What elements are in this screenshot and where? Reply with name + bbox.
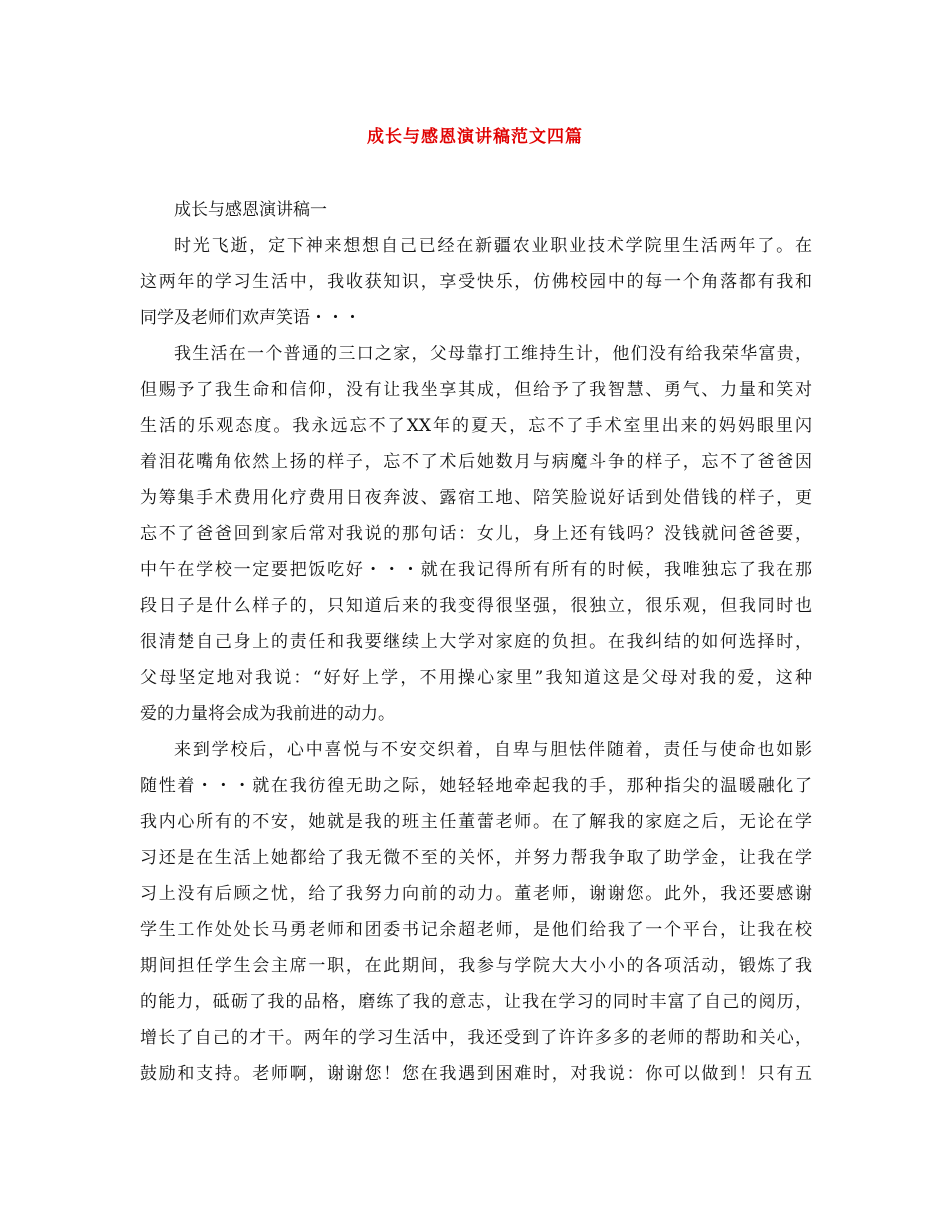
paragraph-line: 同学及老师们欢声笑语・・・ [140, 308, 361, 328]
paragraph-line: 期间担任学生会主席一职，在此期间，我参与学院大大小小的各项活动，锻炼了我 [140, 956, 812, 976]
paragraph-line: 来到学校后，心中喜悦与不安交织着，自卑与胆怯伴随着，责任与使命也如影 [174, 740, 812, 760]
paragraph-line: 但赐予了我生命和信仰，没有让我坐享其成，但给予了我智慧、勇气、力量和笑对 [140, 380, 812, 400]
paragraph-line: 习上没有后顾之忧，给了我努力向前的动力。董老师，谢谢您。此外，我还要感谢 [140, 884, 812, 904]
paragraph-line: 的能力，砥砺了我的品格，磨练了我的意志，让我在学习的同时丰富了自己的阅历， [140, 992, 812, 1012]
paragraph-line: 父母坚定地对我说：“好好上学，不用操心家里”我知道这是父母对我的爱，这种 [140, 668, 812, 688]
paragraph-line: 段日子是什么样子的，只知道后来的我变得很坚强，很独立，很乐观，但我同时也 [140, 596, 812, 616]
paragraph-line: 着泪花嘴角依然上扬的样子，忘不了术后她数月与病魔斗争的样子，忘不了爸爸因 [140, 452, 812, 472]
paragraph-line: 习还是在生活上她都给了我无微不至的关怀，并努力帮我争取了助学金，让我在学 [140, 848, 812, 868]
paragraph-line: 增长了自己的才干。两年的学习生活中，我还受到了许许多多的老师的帮助和关心， [140, 1028, 812, 1048]
paragraph-line: 随性着・・・就在我彷徨无助之际，她轻轻地牵起我的手，那种指尖的温暖融化了 [140, 776, 812, 796]
paragraph-line: 为筹集手术费用化疗费用日夜奔波、露宿工地、陪笑脸说好话到处借钱的样子，更 [140, 488, 812, 508]
paragraph-line: 中午在学校一定要把饭吃好・・・就在我记得所有所有的时候，我唯独忘了我在那 [140, 560, 812, 580]
section-heading: 成长与感恩演讲稿一 [174, 200, 327, 220]
paragraph-line: 生活的乐观态度。我永远忘不了XX年的夏天，忘不了手术室里出来的妈妈眼里闪 [140, 416, 812, 436]
paragraph-line: 学生工作处处长马勇老师和团委书记余超老师，是他们给我了一个平台，让我在校 [140, 920, 812, 940]
paragraph-line: 我生活在一个普通的三口之家，父母靠打工维持生计，他们没有给我荣华富贵， [174, 344, 812, 364]
paragraph-line: 时光飞逝，定下神来想想自己已经在新疆农业职业技术学院里生活两年了。在 [174, 236, 812, 256]
document-body [140, 192, 812, 1092]
paragraph-line: 鼓励和支持。老师啊，谢谢您！您在我遇到困难时，对我说：你可以做到！只有五 [140, 1064, 812, 1084]
paragraph-line: 爱的力量将会成为我前进的动力。 [140, 704, 395, 724]
paragraph-line: 很清楚自己身上的责任和我要继续上大学对家庭的负担。在我纠结的如何选择时， [140, 632, 812, 652]
document-title: 成长与感恩演讲稿范文四篇 [367, 127, 583, 147]
paragraph-line: 忘不了爸爸回到家后常对我说的那句话：女儿，身上还有钱吗？没钱就问爸爸要， [140, 524, 812, 544]
paragraph-line: 这两年的学习生活中，我收获知识，享受快乐，仿佛校园中的每一个角落都有我和 [140, 272, 812, 292]
paragraph-line: 我内心所有的不安，她就是我的班主任董蕾老师。在了解我的家庭之后，无论在学 [140, 812, 812, 832]
